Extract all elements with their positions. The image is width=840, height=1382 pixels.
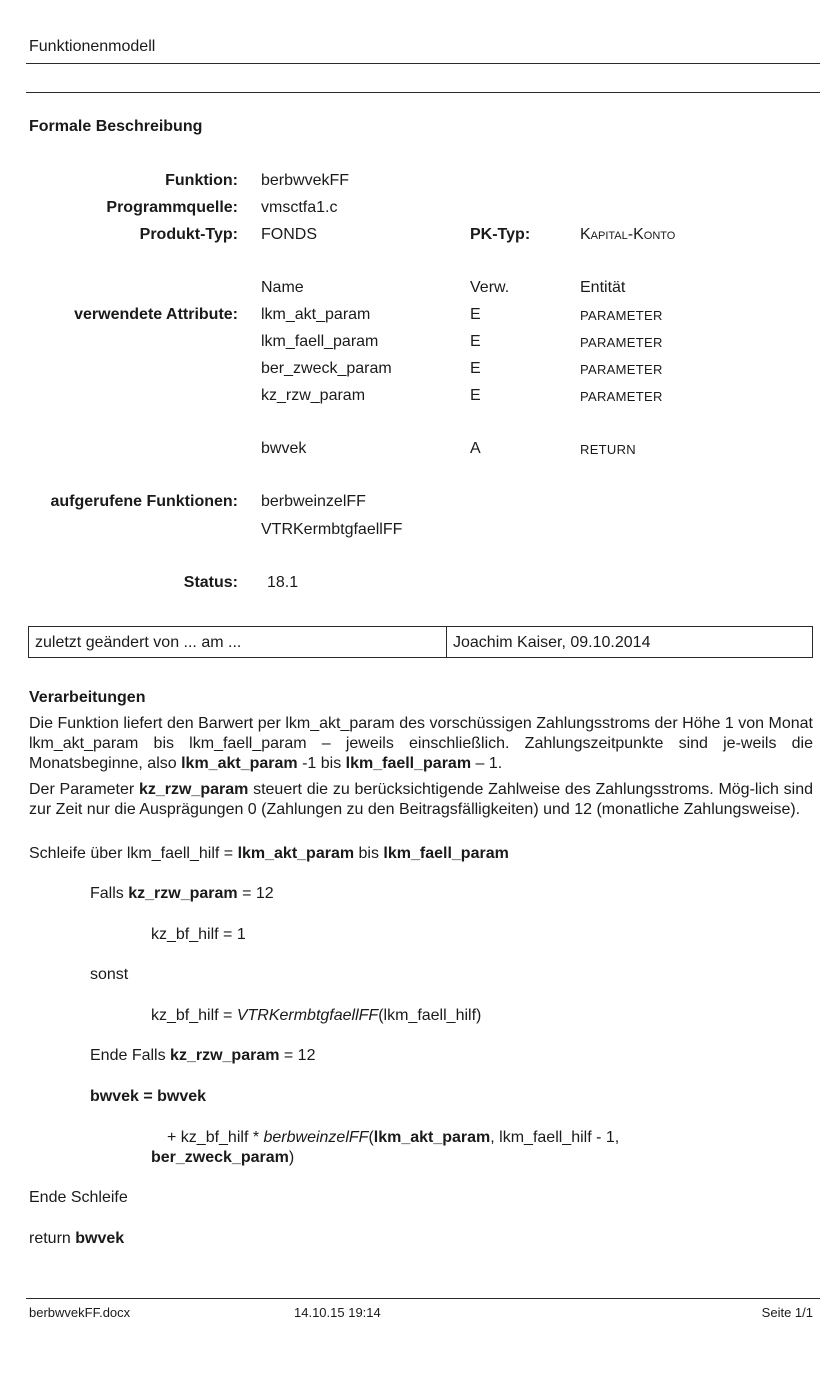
changed-by-value: Joachim Kaiser, 09.10.2014: [453, 634, 651, 651]
text-run-bold: lkm_faell_param: [383, 845, 509, 862]
produkt-typ-value: FONDS: [261, 226, 317, 243]
text-run-bold: lkm_faell_param: [345, 755, 472, 772]
attributes-label: verwendete Attribute:: [74, 306, 238, 323]
text-run: -1 bis: [297, 755, 346, 772]
section-heading-formal: Formale Beschreibung: [29, 118, 203, 135]
text-run-bold: kz_rzw_param: [170, 1047, 280, 1064]
column-header-name: Name: [261, 279, 304, 296]
status-label: Status:: [183, 574, 238, 591]
section-heading-processing: Verarbeitungen: [29, 689, 146, 706]
footer-rule: [26, 1298, 820, 1299]
description-paragraph-1: [29, 714, 813, 774]
text-run-bold: lkm_akt_param: [237, 845, 355, 862]
status-value: 18.1: [267, 574, 299, 591]
text-run-italic: berbweinzelFF: [263, 1129, 369, 1146]
attribute-entity: PARAMETER: [580, 362, 663, 377]
footer-filename: berbwvekFF.docx: [29, 1305, 131, 1320]
table-divider: [446, 627, 447, 657]
attribute-entity: PARAMETER: [580, 389, 663, 404]
produkt-typ-label: Produkt-Typ:: [139, 226, 238, 243]
called-function: VTRKermbtgfaellFF: [261, 521, 403, 538]
column-header-entitaet: Entität: [580, 279, 626, 296]
pk-typ-label: PK-Typ:: [470, 226, 531, 243]
text-run: – 1.: [471, 755, 503, 772]
text-run: steuert die zu berücksichtigende Zahlweise des Zahlungsstroms. Mög-lich sind zur Zeit nur die Ausprägungen 0 (Zahlungen zu den Beitragsfälligkeiten) und 12 (monatliche Zahlungsweise).: [29, 781, 813, 818]
text-run-bold: bwvek: [90, 1088, 139, 1105]
text-run: = 12: [279, 1047, 316, 1064]
text-run-bold: lkm_akt_param: [373, 1129, 491, 1146]
text-run: = 12: [237, 885, 274, 902]
text-run: (: [368, 1129, 374, 1146]
text-run-bold: kz_rzw_param: [138, 781, 249, 798]
text-run-bold: kz_rzw_param: [128, 885, 238, 902]
header-rule: [26, 63, 820, 64]
attribute-name: lkm_akt_param: [261, 306, 371, 323]
text-run: + kz_bf_hilf *: [167, 1129, 264, 1146]
programmquelle-label: Programmquelle:: [106, 199, 238, 216]
attribute-name: kz_rzw_param: [261, 387, 366, 404]
text-run-bold: bwvek: [75, 1230, 125, 1247]
text-run: return: [29, 1230, 76, 1247]
else-statement: sonst: [90, 966, 129, 983]
text-run: Schleife über lkm_faell_hilf =: [29, 845, 238, 862]
if-statement: [90, 885, 274, 903]
add-statement: [167, 1129, 619, 1147]
attribute-verw: E: [470, 387, 481, 404]
attribute-name: ber_zweck_param: [261, 360, 392, 377]
text-run: bis: [354, 845, 384, 862]
description-paragraph-2: [29, 780, 813, 820]
funktion-value: berbwvekFF: [261, 172, 350, 189]
programmquelle-value: vmsctfa1.c: [261, 199, 338, 216]
attribute-entity: PARAMETER: [580, 308, 663, 323]
text-run-bold: ber_zweck_param: [151, 1149, 289, 1166]
assign-statement-2: [151, 1007, 481, 1025]
text-run: , lkm_faell_hilf - 1,: [490, 1129, 620, 1146]
change-info-table: [28, 626, 813, 658]
text-run: (lkm_faell_hilf): [378, 1007, 482, 1024]
footer-date: 14.10.15 19:14: [294, 1305, 381, 1320]
text-run: Die Funktion liefert den Barwert per lkm_akt_param des vorschüssigen Zahlungsstroms der Höhe 1 von Monat lkm_akt_param bis lkm_faell_param – jeweils einschließlich. Zahlungszeitpunkte sind je-weils die Monatsbeginne, also: [29, 715, 813, 772]
return-entity: RETURN: [580, 442, 636, 457]
attribute-entity: PARAMETER: [580, 335, 663, 350]
funktion-label: Funktion:: [165, 172, 238, 189]
return-name: bwvek: [261, 440, 307, 457]
assign-statement-1: kz_bf_hilf = 1: [151, 926, 246, 943]
return-statement: [29, 1230, 124, 1248]
document-header-title: Funktionenmodell: [29, 38, 156, 55]
text-run: kz_bf_hilf =: [151, 1007, 237, 1024]
called-function: berbweinzelFF: [261, 493, 366, 510]
text-run-italic: VTRKermbtgfaellFF: [236, 1007, 379, 1024]
footer-page-number: Seite 1/1: [761, 1305, 813, 1320]
text-run: ): [288, 1149, 295, 1166]
add-statement-continuation: [151, 1149, 294, 1167]
return-verw: A: [470, 440, 481, 457]
pk-typ-value: Kapital-Konto: [580, 226, 676, 243]
text-run-bold: lkm_akt_param: [181, 755, 298, 772]
attribute-verw: E: [470, 306, 481, 323]
text-run: Der Parameter: [29, 781, 139, 798]
column-header-verw: Verw.: [470, 279, 510, 296]
text-run-bold: =: [138, 1088, 158, 1105]
text-run: Falls: [90, 885, 129, 902]
sum-statement: [90, 1088, 206, 1106]
header-rule-2: [26, 92, 820, 93]
attribute-verw: E: [470, 333, 481, 350]
end-loop-statement: Ende Schleife: [29, 1189, 128, 1206]
text-run: Ende Falls: [90, 1047, 171, 1064]
changed-by-label: zuletzt geändert von ... am ...: [35, 634, 242, 651]
loop-statement: [29, 845, 509, 863]
attribute-name: lkm_faell_param: [261, 333, 379, 350]
called-functions-label: aufgerufene Funktionen:: [50, 493, 238, 510]
attribute-verw: E: [470, 360, 481, 377]
endif-statement: [90, 1047, 315, 1065]
text-run-bold: bwvek: [157, 1088, 207, 1105]
